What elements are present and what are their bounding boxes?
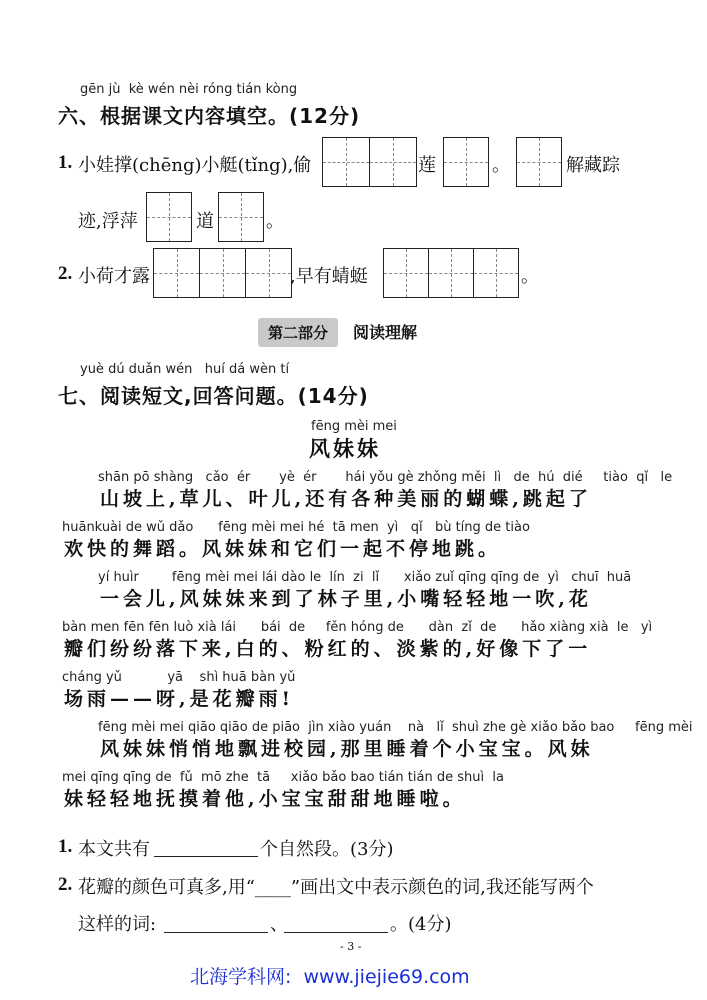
footer-watermark: 北海学科网: www.jiejie69.com	[190, 966, 470, 988]
q1-blank-box-2[interactable]	[443, 137, 489, 187]
passage-line: 一会儿,风妹妹来到了林子里,小嘴轻轻地一吹,花	[100, 588, 592, 610]
s7-q2-sep: 、	[270, 914, 288, 935]
q1-text-1: 小娃撑(chēng)小艇(tǐng),偷	[78, 155, 312, 176]
passage-pinyin: yí huìr fēng mèi mei lái dào le lín zi lǐ xiǎo zuǐ qīng qīng de yì chuī huā	[98, 570, 632, 585]
q2-number: 2.	[58, 263, 73, 284]
story-title-pinyin: fēng mèi mei	[311, 419, 397, 434]
s7-q1-before: 本文共有	[78, 839, 150, 860]
s7-q1-number: 1.	[58, 836, 73, 857]
q2-blank-box-1[interactable]	[153, 248, 292, 298]
q1-text-6: 道	[196, 211, 214, 232]
part-subtitle: 阅读理解	[353, 323, 418, 342]
q2-text-3: 。	[521, 266, 539, 287]
section7-heading: 七、阅读短文,回答问题。(14分)	[58, 384, 369, 408]
s7-q2-number: 2.	[58, 874, 73, 895]
color-word-blank-1[interactable]	[164, 914, 268, 933]
passage-line: 妹轻轻地抚摸着他,小宝宝甜甜地睡啦。	[64, 788, 466, 810]
passage-line: 风妹妹悄悄地飘进校园,那里睡着个小宝宝。风妹	[100, 738, 594, 760]
q2-text-2: ,早有蜻蜓	[290, 266, 368, 287]
section7-pinyin: yuè dú duǎn wén huí dá wèn tí	[80, 362, 290, 377]
paragraph-count-blank[interactable]	[154, 838, 258, 857]
page-number: - 3 -	[340, 940, 362, 953]
passage-pinyin: shān pō shàng cǎo ér yè ér hái yǒu gè zhǒng měi lì de hú dié tiào qǐ le	[98, 470, 673, 485]
q1-text-7: 。	[266, 211, 284, 232]
q1-text-5: 迹,浮萍	[78, 211, 138, 232]
passage-pinyin: bàn men fēn fēn luò xià lái bái de fěn hóng de dàn zǐ de hǎo xiàng xià le yì	[62, 620, 653, 635]
story-title: 风妹妹	[309, 437, 381, 461]
part-banner: 第二部分	[258, 318, 338, 347]
q1-text-4: 解藏踪	[566, 155, 620, 176]
q2-blank-box-2[interactable]	[383, 248, 519, 298]
q1-blank-box-1[interactable]	[322, 137, 417, 187]
passage-line: 场雨——呀,是花瓣雨!	[64, 688, 294, 710]
s7-q2-line1: 花瓣的颜色可真多,用“____”画出文中表示颜色的词,我还能写两个	[78, 877, 594, 898]
q1-blank-box-5[interactable]	[218, 192, 264, 242]
s7-q2-line2-after: 。(4分)	[390, 914, 452, 935]
q1-blank-box-3[interactable]	[516, 137, 562, 187]
q1-text-3: 。	[492, 155, 510, 176]
s7-q1-after: 个自然段。(3分)	[260, 839, 394, 860]
passage-line: 瓣们纷纷落下来,白的、粉红的、淡紫的,好像下了一	[64, 638, 592, 660]
passage-pinyin: huānkuài de wǔ dǎo fēng mèi mei hé tā men yì qǐ bù tíng de tiào	[62, 520, 530, 535]
passage-line: 欢快的舞蹈。风妹妹和它们一起不停地跳。	[64, 538, 502, 560]
passage-pinyin: cháng yǔ yā shì huā bàn yǔ	[62, 670, 296, 685]
section6-heading: 六、根据课文内容填空。(12分)	[58, 104, 361, 128]
q2-text-1: 小荷才露	[78, 266, 150, 287]
q1-blank-box-4[interactable]	[146, 192, 192, 242]
passage-line: 山坡上,草儿、叶儿,还有各种美丽的蝴蝶,跳起了	[100, 488, 592, 510]
q1-text-2: 莲	[418, 155, 436, 176]
s7-q2-line2-before: 这样的词:	[78, 914, 157, 935]
passage-pinyin: mei qīng qīng de fǔ mō zhe tā xiǎo bǎo bao tián tián de shuì la	[62, 770, 504, 785]
passage-pinyin: fēng mèi mei qiāo qiāo de piāo jìn xiào yuán nà lǐ shuì zhe gè xiǎo bǎo bao fēng mèi	[98, 720, 693, 735]
color-word-blank-2[interactable]	[284, 914, 388, 933]
section6-pinyin: gēn jù kè wén nèi róng tián kòng	[80, 82, 298, 97]
q1-number: 1.	[58, 152, 73, 173]
